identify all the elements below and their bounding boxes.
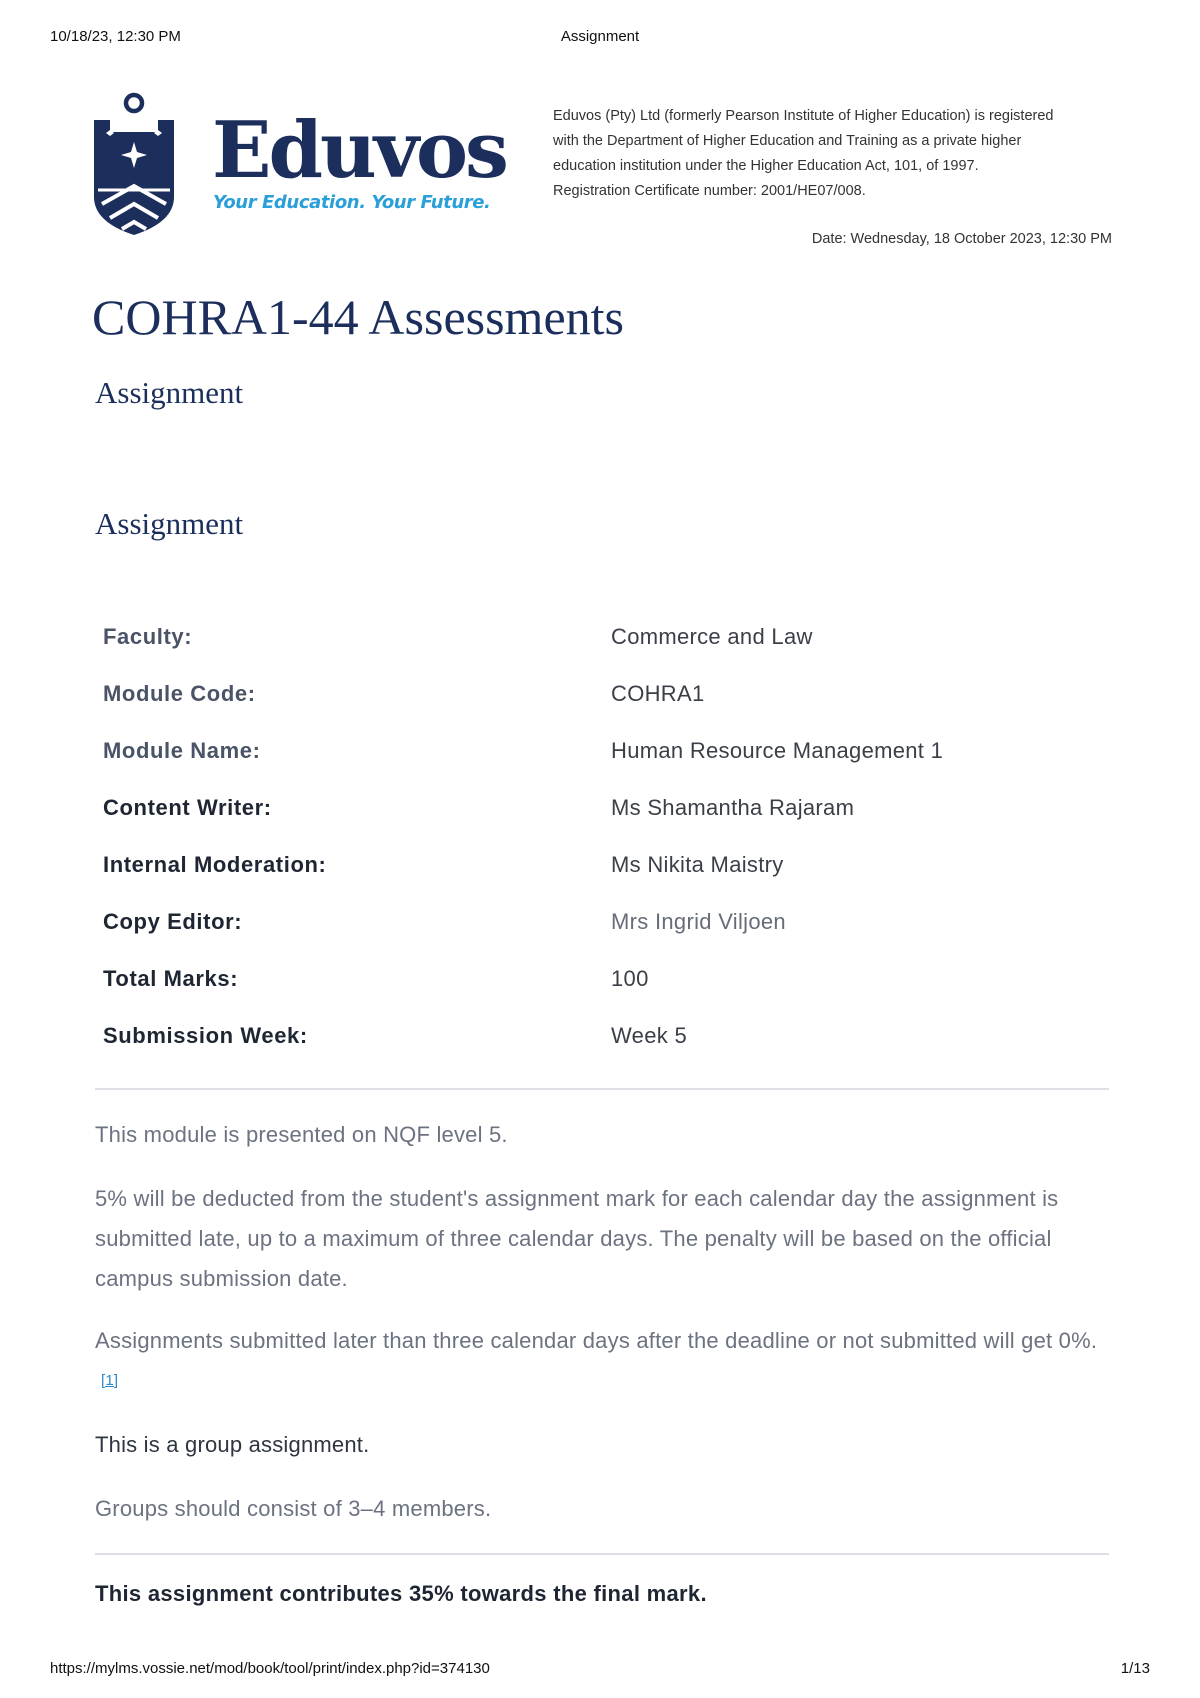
print-page-title: Assignment <box>560 28 640 45</box>
info-row <box>103 1011 1003 1068</box>
nqf-paragraph: This module is presented on NQF level 5. <box>95 1122 508 1147</box>
divider <box>95 1553 1109 1555</box>
registration-line: with the Department of Higher Education and Training as a private higher <box>553 133 1022 149</box>
info-label: Module Name: <box>103 738 261 763</box>
registration-notice <box>553 104 1113 204</box>
info-row <box>103 669 1003 726</box>
info-row <box>103 840 1003 897</box>
info-value: 100 <box>611 966 649 991</box>
info-label: Submission Week: <box>103 1023 308 1048</box>
info-label: Internal Moderation: <box>103 852 327 877</box>
info-label: Copy Editor: <box>103 909 243 934</box>
print-header <box>50 28 1150 48</box>
group-size-paragraph: Groups should consist of 3–4 members. <box>95 1496 492 1521</box>
divider <box>95 1088 1109 1090</box>
info-label: Module Code: <box>103 681 256 706</box>
info-value: Week 5 <box>611 1023 687 1048</box>
info-value: Ms Shamantha Rajaram <box>611 795 855 820</box>
info-row <box>103 726 1003 783</box>
print-url: https://mylms.vossie.net/mod/book/tool/print/index.php?id=374130 <box>50 1660 490 1677</box>
eduvos-logo <box>92 92 512 242</box>
info-value: Ms Nikita Maistry <box>611 852 784 877</box>
registration-line: Eduvos (Pty) Ltd (formerly Pearson Institute of Higher Education) is registered <box>553 108 1054 124</box>
assignment-info-table <box>103 612 1003 1068</box>
registration-line: Registration Certificate number: 2001/HE07/008. <box>553 183 866 199</box>
info-value: Commerce and Law <box>611 624 813 649</box>
registration-line: education institution under the Higher Education Act, 101, of 1997. <box>553 158 979 174</box>
info-label: Content Writer: <box>103 795 272 820</box>
footnote-link[interactable]: [1] <box>101 1372 119 1389</box>
info-row <box>103 612 1003 669</box>
print-footer <box>50 1660 1150 1680</box>
penalty-paragraph: 5% will be deducted from the student's assignment mark for each calendar day the assignment is submitted late, up to a maximum of three calendar days. The penalty will be based on the official campus submission date. <box>95 1186 1059 1291</box>
print-timestamp: 10/18/23, 12:30 PM <box>50 28 181 45</box>
shield-crest-icon <box>92 92 192 237</box>
page-title: COHRA1-44 Assessments <box>92 289 624 345</box>
info-row <box>103 897 1003 954</box>
brand-tagline: Your Education. Your Future. <box>213 192 491 213</box>
late-submission-paragraph <box>95 1321 1115 1406</box>
print-date: Date: Wednesday, 18 October 2023, 12:30 PM <box>811 231 1112 247</box>
info-label: Total Marks: <box>103 966 239 991</box>
group-paragraph: This is a group assignment. <box>95 1432 370 1457</box>
contribution-statement: This assignment contributes 35% towards the final mark. <box>95 1581 707 1606</box>
page-subtitle: Assignment <box>95 375 244 410</box>
info-row <box>103 783 1003 840</box>
info-row <box>103 954 1003 1011</box>
info-label: Faculty: <box>103 624 193 649</box>
info-value: Mrs Ingrid Viljoen <box>611 909 786 934</box>
page-number: 1/13 <box>1120 1660 1150 1677</box>
info-value: Human Resource Management 1 <box>611 738 944 763</box>
late-submission-text: Assignments submitted later than three calendar days after the deadline or not submitted will get 0%. <box>95 1328 1098 1353</box>
section-heading: Assignment <box>95 506 244 541</box>
brand-name: Eduvos <box>212 105 506 196</box>
info-value: COHRA1 <box>611 681 705 706</box>
